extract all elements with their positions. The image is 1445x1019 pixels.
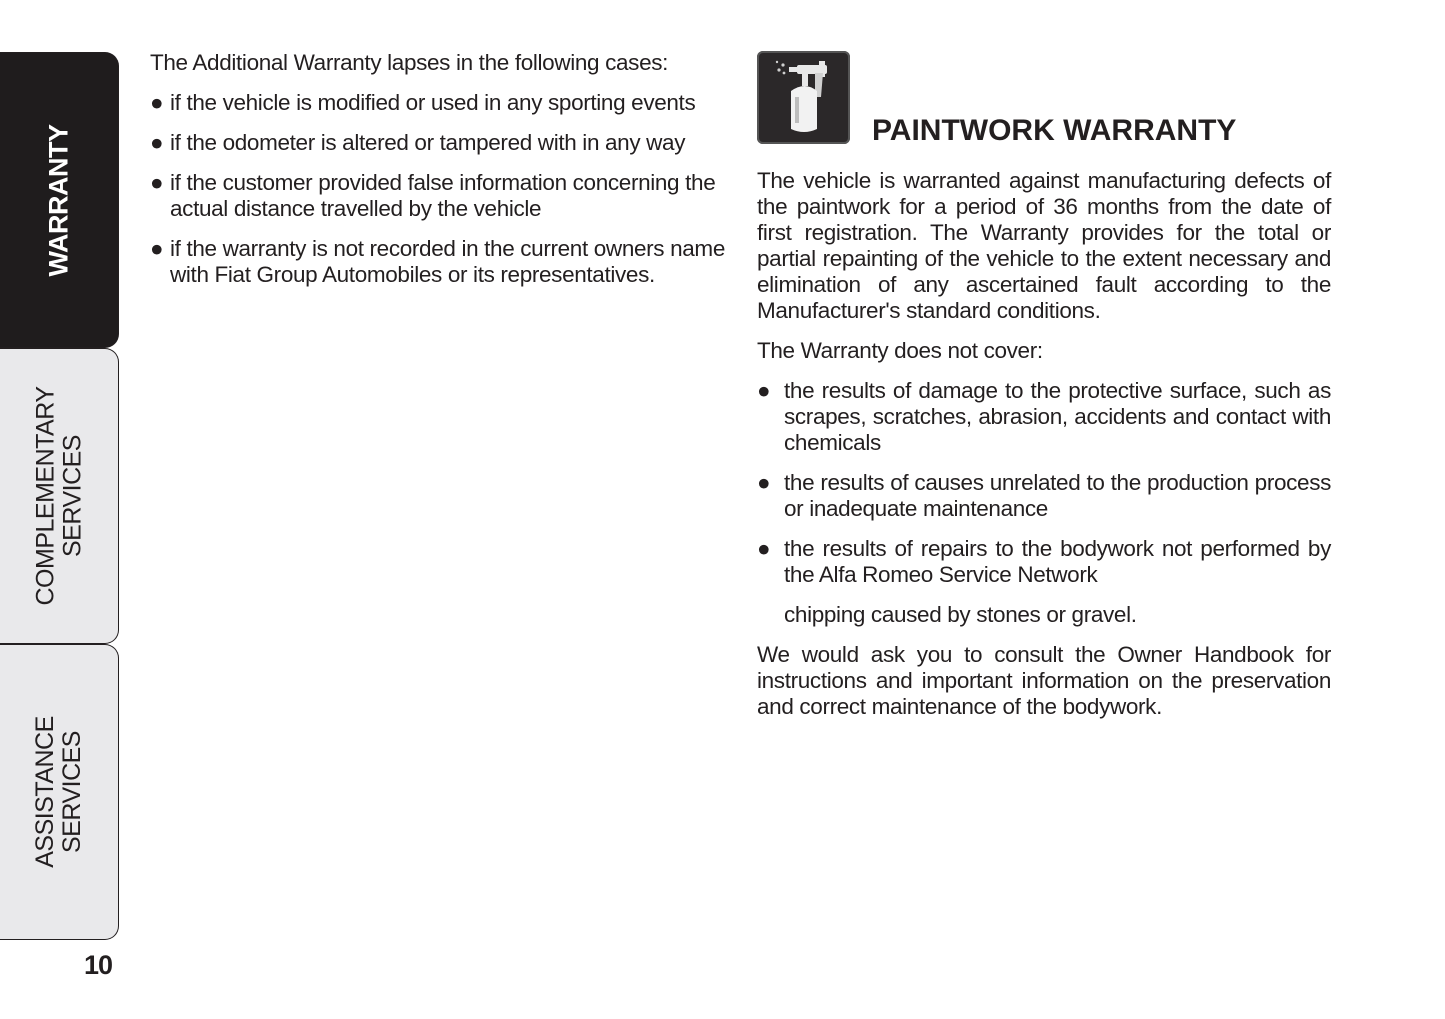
tab-complementary-label-line2: SERVICES	[58, 435, 87, 557]
section-heading: PAINTWORK WARRANTY	[872, 114, 1237, 147]
tab-complementary-services[interactable]	[0, 348, 119, 644]
not-cover-list	[757, 378, 1331, 588]
tab-assistance-label-line2: SERVICES	[58, 731, 86, 853]
tab-warranty[interactable]	[0, 52, 119, 348]
list-item: ● the results of damage to the protective surface, such as scrapes, scratches, abrasion, accidents and contact with chemicals	[757, 378, 1331, 455]
not-cover-intro: The Warranty does not cover:	[757, 338, 1043, 363]
bullet-icon: ●	[150, 90, 164, 115]
chipping-line: chipping caused by stones or gravel.	[784, 602, 1137, 627]
list-item: ● if the warranty is not recorded in the current owners name with Fiat Group Automobiles or its representatives.	[150, 236, 725, 287]
tab-assistance-services[interactable]	[0, 644, 119, 940]
bullet-icon: ●	[150, 236, 164, 261]
list-item: ● the results of causes unrelated to the production process or inadequate maintenance	[757, 470, 1331, 521]
spray-gun-icon	[757, 51, 850, 144]
right-column	[757, 168, 1331, 734]
tab-assistance-label-line1: ASSISTANCE	[31, 716, 59, 868]
tab-warranty-label: WARRANTY	[43, 124, 74, 276]
list-item: ● if the vehicle is modified or used in any sporting events	[150, 90, 696, 115]
left-column	[150, 50, 725, 302]
list-item: ● the results of repairs to the bodywork not performed by the Alfa Romeo Service Network	[757, 536, 1331, 587]
list-item: ● if the odometer is altered or tampered with in any way	[150, 130, 686, 155]
bullet-icon: ●	[757, 536, 771, 561]
lapse-list	[150, 90, 725, 288]
paintwork-paragraph: The vehicle is warranted against manufacturing defects of the paintwork for a period of 36 months from the date of first registration. The Warranty provides for the total or partial repainting of the vehicle to the extent necessary and elimination of any ascertained fault according to the Manufacturer's standard conditions.	[757, 168, 1331, 323]
page-number: 10	[84, 950, 113, 980]
bullet-icon: ●	[757, 470, 771, 495]
bullet-icon: ●	[150, 170, 164, 195]
tab-complementary-label-line1: COMPLEMENTARY	[31, 386, 60, 606]
bullet-icon: ●	[757, 378, 771, 403]
closing-paragraph: We would ask you to consult the Owner Handbook for instructions and important information on the preservation and correct maintenance of the bodywork.	[757, 642, 1331, 719]
lapse-intro: The Additional Warranty lapses in the following cases:	[150, 50, 669, 75]
list-item: ● if the customer provided false information concerning the actual distance travelled by the vehicle	[150, 170, 716, 221]
bullet-icon: ●	[150, 130, 164, 155]
